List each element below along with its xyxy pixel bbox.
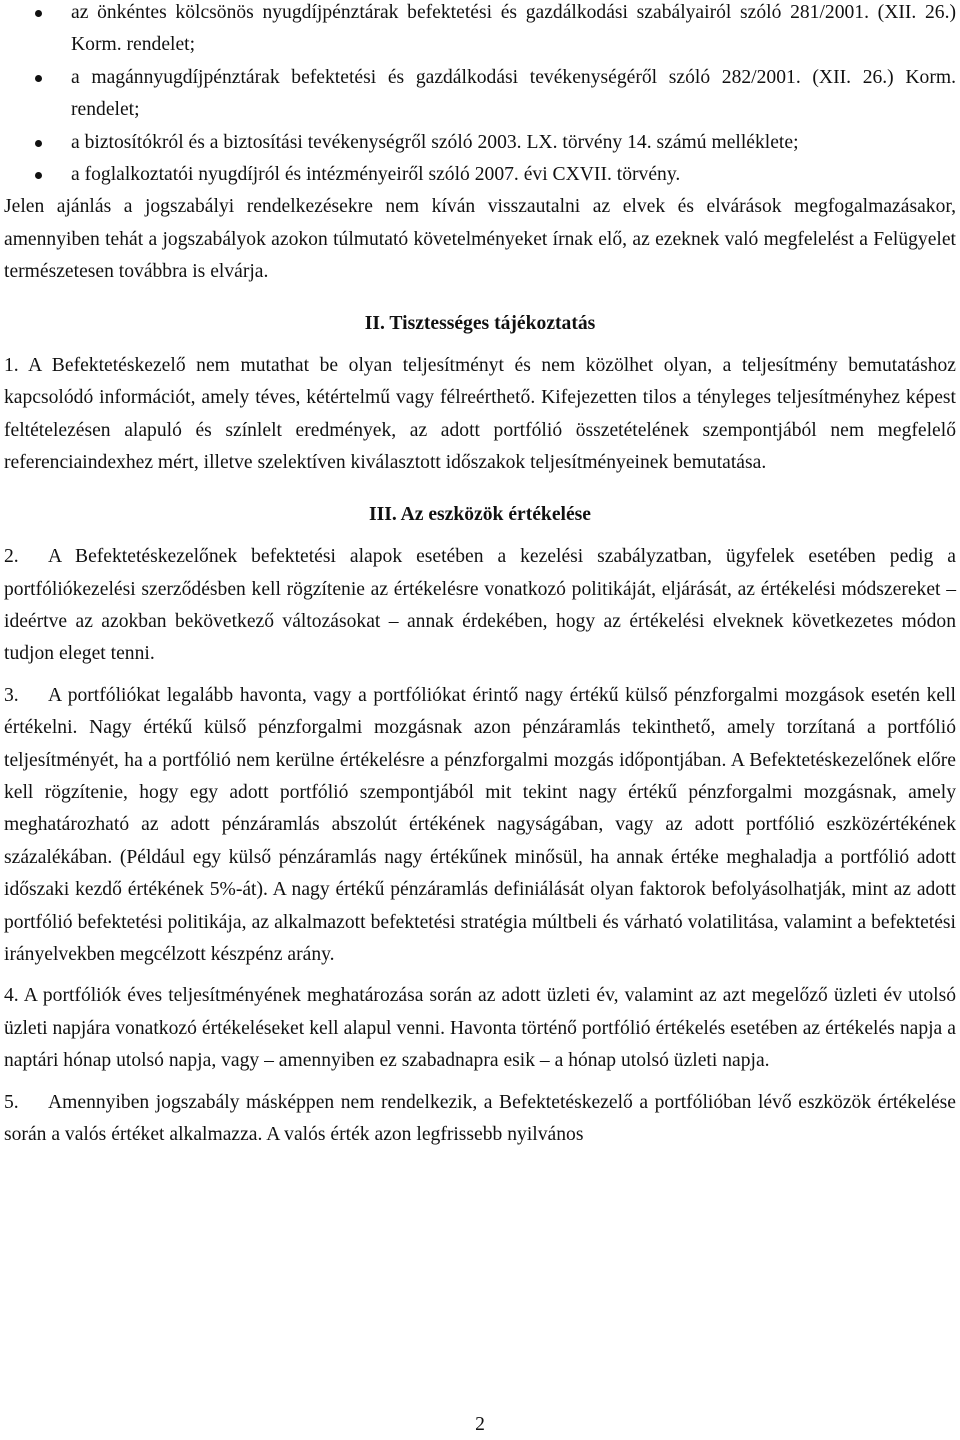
paragraph-1 [4, 350, 956, 480]
list-item-text: a biztosítókról és a biztosítási tevékenységről szóló 2003. LX. törvény 14. számú melléklete; [71, 131, 799, 153]
list-item [4, 0, 956, 62]
paragraph-number: 5. [4, 1091, 19, 1113]
paragraph-text: A portfóliókat legalább havonta, vagy a portfóliókat érintő nagy értékű külső pénzforgalmi mozgások esetén kell értékelni. Nagy értékű külső pénzforgalmi mozgásnak azon pénzáramlás tekinthető, amely torzítaná a portfólió teljesítményét, ha a portfólió nem kerülne értékelésre a pénzforgalmi mozgás időpontjában. A Befektetéskezelőnek előre kell rögzítenie, hogy egy adott portfólió szempontjából mit tekint nagy értékű pénzforgalmi mozgásnak, amely meghatározható az adott pénzáramlás abszolút értékének nagyságában, vagy az adott portfólió eszközértékének százalékában. (Például egy külső pénzáramlás nagy értékűnek minősül, ha annak értéke meghaladja a portfólió adott időszaki kezdő értékének 5%-át). A nagy értékű pénzáramlás definiálását olyan faktorok befolyásolhatják, mint az adott portfólió befektetési politikája, az alkalmazott befektetési stratégia múltbeli és várható volatilitása, valamint a befektetési irányelvekben megcélzott készpénz arány. [4, 684, 956, 965]
intro-paragraph: Jelen ajánlás a jogszabályi rendelkezésekre nem kíván visszautalni az elvek és elvárások megfogalmazásakor, amennyiben tehát a jogszabályok azokon túlmutató követelményeket írnak elő, az ezeknek való megfelelést a Felügyelet természetesen továbbra is elvárja. [4, 196, 956, 283]
paragraph-5 [4, 1087, 956, 1152]
bullet-icon [35, 172, 42, 179]
list-item-text: a magánnyugdíjpénztárak befektetési és gazdálkodási tevékenységéről szóló 282/2001. (XII. 26.) Korm. rendelet; [71, 66, 956, 121]
paragraph-text: A Befektetéskezelő nem mutathat be olyan teljesítményt és nem közölhet olyan, a teljesítmény bemutatáshoz kapcsolódó információt, amely téves, kétértelmű vagy félreérthető. Kifejezetten tilos a tényleges teljesítményhez képest feltételezésen alapuló és színlelt eredmények, az adott portfólió összetételének szempontjából nem megfelelő referenciaindexhez mért, illetve szelektíven kiválasztott időszakok teljesítményeinek bemutatása. [4, 355, 956, 474]
list-item [4, 62, 956, 127]
bullet-icon [35, 75, 42, 82]
section-heading-ii: II. Tisztességes tájékoztatás [364, 312, 596, 334]
bullet-icon [35, 10, 42, 17]
paragraph-2 [4, 541, 956, 671]
paragraph-3 [4, 680, 956, 972]
list-item-text: az önkéntes kölcsönös nyugdíjpénztárak befektetési és gazdálkodási szabályairól szóló 281/2001. (XII. 26.) Korm. rendelet; [71, 2, 956, 56]
page-number: 2 [475, 1414, 485, 1435]
list-item-text: a foglalkoztatói nyugdíjról és intézményeiről szóló 2007. évi CXVII. törvény. [71, 164, 681, 186]
list-item [4, 127, 956, 159]
paragraph-text: A portfóliók éves teljesítményének meghatározása során az adott üzleti év, valamint az azt megelőző üzleti év utolsó üzleti napjára vonatkozó értékeléseket kell alapul venni. Havonta történő portfólió értékelés esetében az értékelés napja a naptári hónap utolsó napja, vagy – amennyiben ez szabadnapra esik – a hónap utolsó üzleti napja. [4, 985, 956, 1072]
paragraph-4 [4, 980, 956, 1077]
bullet-icon [35, 140, 42, 147]
legislation-list [4, 0, 956, 191]
paragraph-text: Amennyiben jogszabály másképpen nem rendelkezik, a Befektetéskezelő a portfólióban lévő eszközök értékelése során a valós értéket alkalmazza. A valós érték azon legfrissebb nyilvános [4, 1091, 956, 1145]
section-heading-iii: III. Az eszközök értékelése [368, 503, 591, 525]
list-item [4, 159, 956, 191]
paragraph-number: 3. [4, 684, 19, 706]
paragraph-number: 2. [4, 546, 19, 568]
paragraph-number: 4. [4, 985, 19, 1007]
paragraph-text: A Befektetéskezelőnek befektetési alapok esetében a kezelési szabályzatban, ügyfelek esetében pedig a portfóliókezelési szerződésben kell rögzítenie az értékelésre vonatkozó politikáját, eljárását, az értékelési módszereket – ideértve az azokban bekövetkező változásokat – annak érdekében, hogy az értékelési elveknek következetes módon tudjon eleget tenni. [4, 546, 956, 665]
document-body [4, 0, 956, 1151]
paragraph-number: 1. [4, 355, 19, 377]
